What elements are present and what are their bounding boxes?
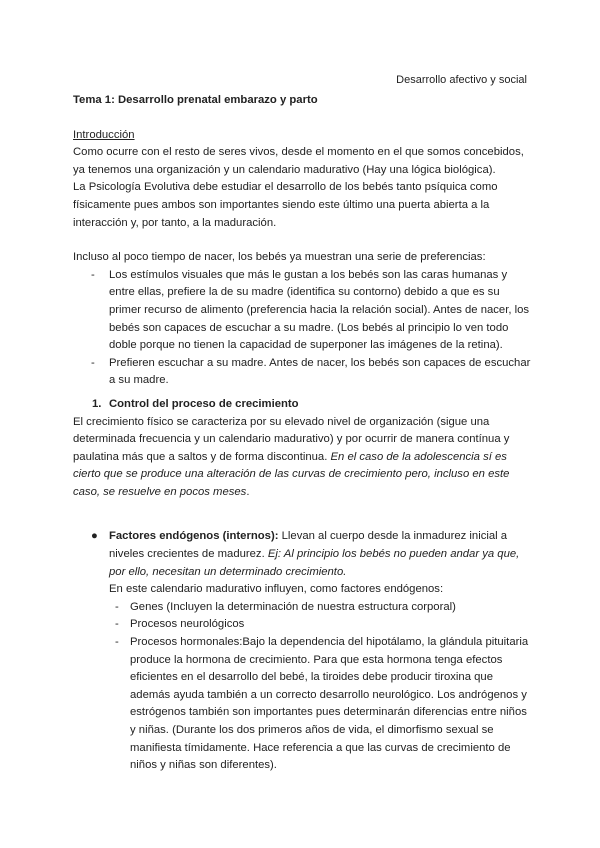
preferences-list	[73, 267, 533, 390]
endogenous-example: Ej: Al principio los bebés no pueden andar ya que, por ello, necesitan un determinado crecimiento.	[109, 548, 520, 578]
intro-paragraph-1: Como ocurre con el resto de seres vivos, desde el momento en el que somos concebidos, ya tenemos una organización y un calendario madurativo (Hay una lógica biológica).	[73, 146, 524, 176]
endogenous-factors-block	[73, 528, 533, 774]
document-title: Tema 1: Desarrollo prenatal embarazo y parto	[73, 94, 318, 106]
list-item: - Prefieren escuchar a su madre. Antes de nacer, los bebés son capaces de escuchar a su madre.	[73, 355, 533, 390]
document-body	[73, 92, 533, 775]
intro-heading: Introducción	[73, 128, 135, 141]
list-item: - Genes (Incluyen la determinación de nuestra estructura corporal)	[109, 599, 533, 617]
list-item: - Procesos neurológicos	[109, 616, 533, 634]
list-item: - Los estímulos visuales que más le gustan a los bebés son las caras humanas y entre ellas, prefiere la de su madre (identifica su contorno) debido a que es su primer recurso de alimento (preferencia hacia la relación social). Antes de nacer, los bebés son capaces de escuchar a su madre. (Los bebés al principio lo ven todo doble porque no tienen la capacidad de superponer las imágenes de la retina).	[73, 267, 533, 355]
intro-paragraph-3: Incluso al poco tiempo de nacer, los bebés ya muestran una serie de preferencias:	[73, 251, 486, 264]
intro-paragraph-2: La Psicología Evolutiva debe estudiar el desarrollo de los bebés tanto psíquica como físicamente pues ambos son importantes siendo este último una puerta abierta a la interacción y, por tanto, a la maduración.	[73, 181, 498, 229]
section-1-italic: En el caso de la adolescencia sí es cierto que se produce una alteración de las curvas de crecimiento pero, incluso en este caso, se resuelve en pocos meses	[73, 450, 510, 498]
bullet-dot: ●	[91, 530, 98, 543]
section-1-heading	[73, 396, 533, 414]
endogenous-intro: En este calendario madurativo influyen, como factores endógenos:	[109, 583, 444, 596]
section-title: Control del proceso de crecimiento	[109, 397, 299, 410]
list-item: - Procesos hormonales:Bajo la dependencia del hipotálamo, la glándula pituitaria produce la hormona de crecimiento. Para que esta hormona tenga efectos eficientes en el desarrollo del bebé, la tiroides debe producir tiroxina que además ayuda también a un correcto desarrollo neurológico. Los andrógenos y estrógenos también son importantes pues determinarán diferencias entre niños y niñas. (Durante los dos primeros años de vida, el dimorfismo sexual se manifiesta tímidamente. Hace referencia a que las curvas de crecimiento de niños y niñas son diferentes).	[109, 634, 533, 775]
endogenous-factors-text: Factores endógenos (internos): Llevan al cuerpo desde la inmadurez inicial a niveles crecientes de madurez. Ej: Al principio los bebés no pueden andar ya que, por ello, necesitan un determinado crecimiento.	[109, 530, 520, 578]
section-number: 1.	[92, 397, 102, 410]
endogenous-label: Factores endógenos (internos):	[109, 530, 279, 543]
course-header: Desarrollo afectivo y social	[396, 74, 527, 86]
endogenous-factors-list	[109, 599, 533, 775]
section-1-paragraph: El crecimiento físico se caracteriza por su elevado nivel de organización (sigue una determinada frecuencia y un calendario madurativo) y por ocurrir de manera contínua y paulatina más que a saltos y de forma discontinua. En el caso de la adolescencia sí es cierto que se produce una alteración de las curvas de crecimiento pero, incluso en este caso, se resuelve en pocos meses.	[73, 415, 510, 498]
